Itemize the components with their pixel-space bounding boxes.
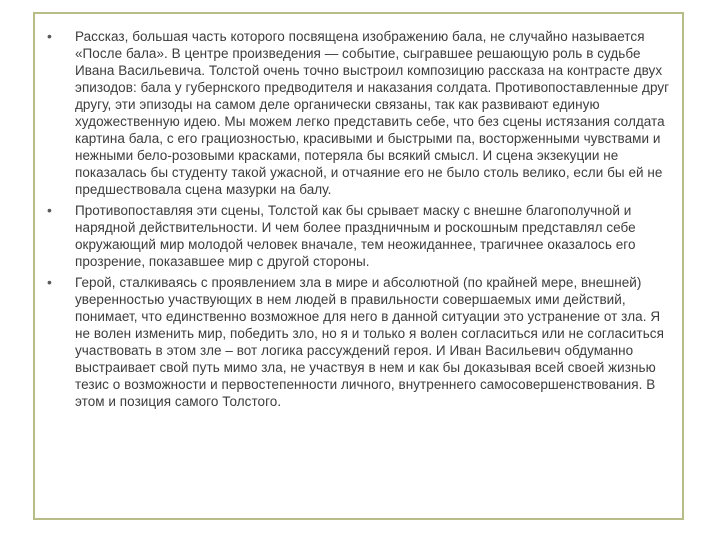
bullet-list	[45, 28, 675, 414]
bullet-item-2	[45, 202, 675, 270]
paragraph-text: Противопоставляя эти сцены, Толстой как бы срывает маску с внешне благополучной и нарядной действительности. И чем более праздничным и роскошным представлял себе окружающий мир молодой человек вначале, тем неожиданнее, трагичнее оказалось его прозрение, показавшее мир с другой стороны.	[75, 203, 636, 269]
paragraph-text: Рассказ, большая часть которого посвящена изображению бала, не случайно называется «После бала». В центре произведения — событие, сыгравшее решающую роль в судьбе Ивана Васильевича. Толстой очень точно выстроил композицию рассказа на контрасте двух эпизодов: бала у губернского предводителя и наказания солдата. Противопоставленные друг другу, эти эпизоды на самом деле органически связаны, так как развивают единую художественную идею. Мы можем легко представить себе, что без сцены истязания солдата картина бала, с его грациозностью, красивыми и быстрыми па, восторженными чувствами и нежными бело-розовыми красками, потеряла бы всякий смысл. И сцена экзекуции не показалась бы студенту такой ужасной, и отчаяние его не было столь велико, если бы ей не предшествовала сцена мазурки на балу.	[75, 29, 670, 197]
bullet-marker: •	[47, 274, 52, 290]
bullet-marker: •	[47, 28, 52, 44]
bullet-marker: •	[47, 202, 52, 218]
slide-frame	[33, 12, 684, 520]
paragraph-text: Герой, сталкиваясь с проявлением зла в мире и абсолютной (по крайней мере, внешней) уверенностью участвующих в нем людей в правильности совершаемых ими действий, понимает, что единственно возможное для него в данной ситуации это устранение от зла. Я не волен изменить мир, победить зло, но я и только я волен согласиться или не согласиться участвовать в этом зле – вот логика рассуждений героя. И Иван Васильевич обдуманно выстраивает свой путь мимо зла, не участвуя в нем и как бы доказывая всей своей жизнью тезис о возможности и первостепенности личного, внутреннего самосовершенствования. В этом и позиция самого Толстого.	[75, 275, 664, 409]
bullet-item-1	[45, 28, 675, 198]
bullet-item-3	[45, 274, 675, 410]
